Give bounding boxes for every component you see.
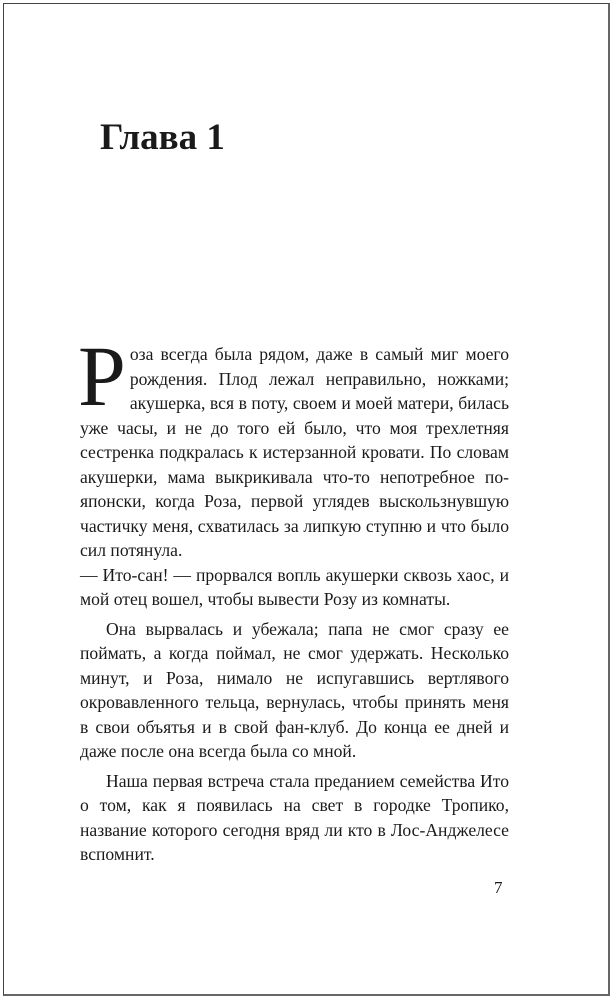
page-number: 7 <box>494 878 503 897</box>
paragraph-1 <box>78 328 509 563</box>
paragraph-4: Наша первая встреча стала преданием семейства Ито о том, как я появилась на свет в городке Тропико, название которого сегодня вряд ли кто в Лос-Анджелесе вспомнит. <box>80 770 509 864</box>
chapter-title: Глава 1 <box>100 117 225 158</box>
drop-cap: Р <box>78 328 126 424</box>
paragraph-1-body: оза всегда была рядом, даже в самый миг моего рождения. Плод лежал неправильно, ножками; акушерка, вся в поту, своем и моей матери, билась уже часы, и не до того ей было, что моя трехлетняя сестренка подкралась к истерзанной кровати. По словам акушерки, мама выкрикивала что-то непотребное по-японски, когда Роза, первой углядев выскользнувшую частичку меня, схватилась за липкую ступню и что было сил потянула. <box>80 344 509 560</box>
paragraph-2: — Ито-сан! — прорвался вопль акушерки сквозь хаос, и мой отец вошел, чтобы вывести Розу из комнаты. <box>80 564 509 609</box>
paragraph-3: Она вырвалась и убежала; папа не смог сразу ее поймать, а когда поймал, не смог удержать. Несколько минут, и Роза, нимало не испугавшись вертлявого окровавленного тельца, вернулась, чтобы принять меня в свои объятья и в свой фан-клуб. До конца ее дней и даже после она всегда была со мной. <box>80 618 509 761</box>
book-page <box>3 3 610 996</box>
body-text <box>78 328 509 867</box>
